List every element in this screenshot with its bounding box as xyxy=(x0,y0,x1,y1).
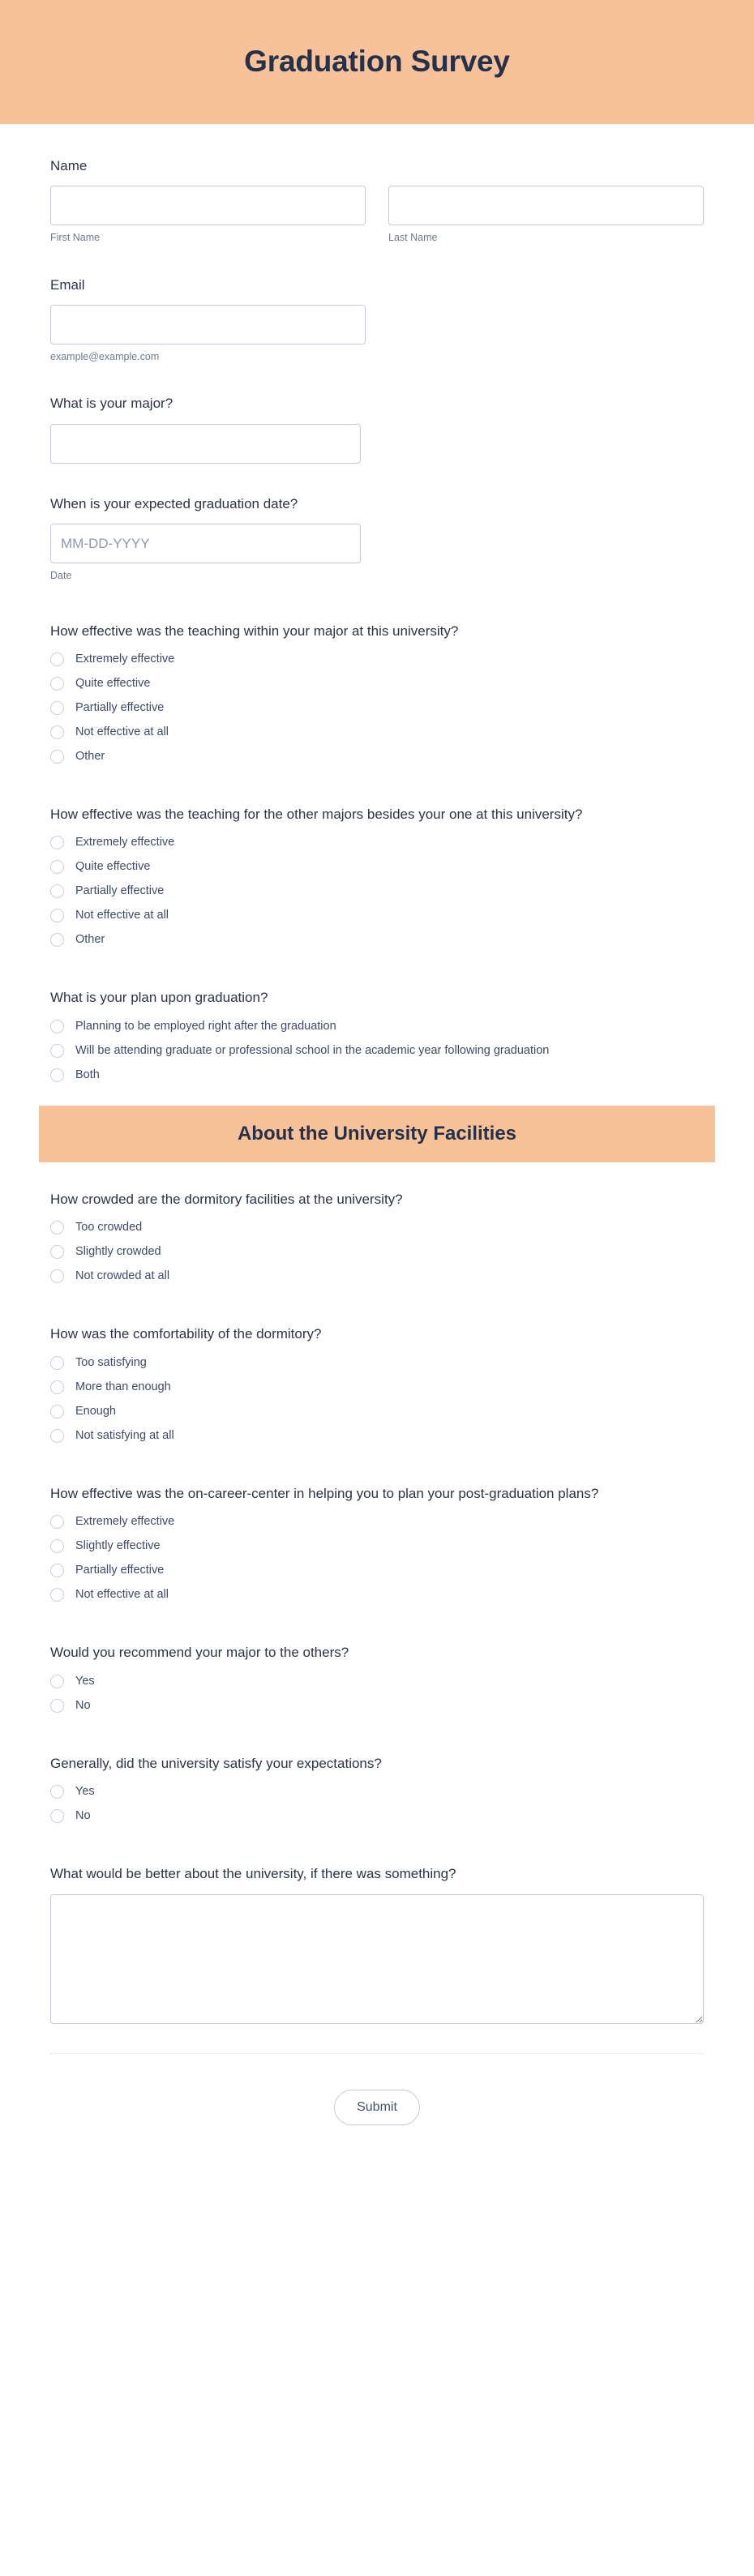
radio-option[interactable] xyxy=(50,748,704,766)
option-label: Other xyxy=(75,750,105,764)
option-label: Too crowded xyxy=(75,1221,143,1235)
radio-option[interactable] xyxy=(50,1243,704,1261)
option-label: No xyxy=(75,1698,91,1712)
dorm-comfort-label: How was the comfortability of the dormitory? xyxy=(50,1326,322,1342)
radio-icon[interactable] xyxy=(50,1356,64,1370)
option-label: Not satisfying at all xyxy=(75,1428,174,1442)
question-email xyxy=(50,276,704,364)
radio-option[interactable] xyxy=(50,1403,704,1421)
radio-icon[interactable] xyxy=(50,1044,64,1058)
radio-option[interactable] xyxy=(50,931,704,949)
option-label: Yes xyxy=(75,1785,95,1799)
section-title: About the University Facilities xyxy=(237,1122,517,1145)
radio-icon[interactable] xyxy=(50,860,64,874)
email-label: Email xyxy=(50,276,85,293)
radio-option[interactable] xyxy=(50,883,704,901)
spacer xyxy=(50,1307,704,1324)
radio-option[interactable] xyxy=(50,1268,704,1286)
radio-icon[interactable] xyxy=(50,1539,64,1553)
dorm-crowded-label: How crowded are the dormitory facilities at the university? xyxy=(50,1191,403,1207)
option-label: Too satisfying xyxy=(75,1355,147,1369)
radio-icon[interactable] xyxy=(50,933,64,947)
option-label: Extremely effective xyxy=(75,836,175,849)
radio-option[interactable] xyxy=(50,1673,704,1691)
radio-option[interactable] xyxy=(50,700,704,717)
graduation-date-label: When is your expected graduation date? xyxy=(50,495,298,511)
question-teaching-other-majors xyxy=(50,805,704,949)
radio-option[interactable] xyxy=(50,1538,704,1555)
radio-icon[interactable] xyxy=(50,1675,64,1688)
recommend-major-label: Would you recommend your major to the others? xyxy=(50,1645,349,1661)
email-sublabel: example@example.com xyxy=(50,351,160,363)
option-label: Partially effective xyxy=(75,1564,165,1577)
question-satisfied-expectations xyxy=(50,1754,704,1825)
dorm-crowded-options xyxy=(50,1219,704,1286)
spacer xyxy=(50,1466,704,1484)
last-name-group xyxy=(388,186,704,244)
spacer xyxy=(50,384,704,394)
major-label: What is your major? xyxy=(50,396,174,412)
name-row xyxy=(50,186,704,244)
option-label: Other xyxy=(75,933,105,947)
option-label: No xyxy=(75,1809,91,1823)
improvement-label: What would be better about the university, if there was something? xyxy=(50,1866,456,1882)
option-label: Slightly crowded xyxy=(75,1245,161,1259)
submit-button[interactable]: Submit xyxy=(334,2090,420,2125)
radio-icon[interactable] xyxy=(50,1269,64,1283)
radio-icon[interactable] xyxy=(50,750,64,764)
teaching-other-majors-label: How effective was the teaching for the other majors besides your one at this university? xyxy=(50,807,583,823)
radio-icon[interactable] xyxy=(50,884,64,898)
radio-icon[interactable] xyxy=(50,1245,64,1259)
radio-option[interactable] xyxy=(50,834,704,852)
plan-upon-graduation-label: What is your plan upon graduation? xyxy=(50,990,268,1006)
radio-icon[interactable] xyxy=(50,725,64,739)
radio-option[interactable] xyxy=(50,651,704,669)
radio-icon[interactable] xyxy=(50,653,64,666)
radio-icon[interactable] xyxy=(50,701,64,715)
radio-option[interactable] xyxy=(50,1808,704,1825)
spacer xyxy=(50,604,704,622)
career-center-options xyxy=(50,1513,704,1604)
radio-icon[interactable] xyxy=(50,1405,64,1419)
last-name-sublabel: Last Name xyxy=(388,232,438,244)
question-career-center xyxy=(50,1484,704,1604)
option-label: Planning to be employed right after the graduation xyxy=(75,1019,336,1033)
radio-option[interactable] xyxy=(50,1586,704,1604)
spacer xyxy=(50,1625,704,1643)
radio-option[interactable] xyxy=(50,1783,704,1801)
question-teaching-own-major xyxy=(50,622,704,766)
radio-option[interactable] xyxy=(50,1427,704,1445)
form-body-facilities xyxy=(0,1190,754,2054)
page-title: Graduation Survey xyxy=(244,45,510,79)
section-header-facilities xyxy=(39,1106,715,1162)
option-label: Not effective at all xyxy=(75,725,169,739)
question-graduation-date xyxy=(50,494,704,583)
recommend-major-options xyxy=(50,1673,704,1715)
email-input[interactable] xyxy=(50,305,366,344)
radio-option[interactable] xyxy=(50,1697,704,1715)
spacer xyxy=(50,266,704,276)
improvement-textarea[interactable] xyxy=(50,1894,704,2024)
radio-icon[interactable] xyxy=(50,1380,64,1394)
major-input[interactable] xyxy=(50,424,361,464)
option-label: Not effective at all xyxy=(75,909,169,922)
option-label: Not crowded at all xyxy=(75,1269,170,1283)
spacer xyxy=(50,1846,704,1864)
radio-option[interactable] xyxy=(50,1219,704,1237)
option-label: Partially effective xyxy=(75,701,165,715)
form-body xyxy=(0,124,754,1085)
radio-option[interactable] xyxy=(50,1379,704,1397)
question-recommend-major xyxy=(50,1643,704,1714)
spacer xyxy=(50,1736,704,1754)
question-dorm-crowded xyxy=(50,1190,704,1286)
radio-option[interactable] xyxy=(50,1067,704,1085)
radio-icon[interactable] xyxy=(50,1699,64,1713)
option-label: Partially effective xyxy=(75,884,165,898)
radio-icon[interactable] xyxy=(50,1515,64,1529)
option-label: Both xyxy=(75,1068,100,1081)
radio-icon[interactable] xyxy=(50,1809,64,1823)
option-label: Extremely effective xyxy=(75,653,175,666)
option-label: Will be attending graduate or professional school in the academic year following graduation xyxy=(75,1043,550,1057)
radio-option[interactable] xyxy=(50,675,704,693)
radio-option[interactable] xyxy=(50,1354,704,1372)
option-label: Quite effective xyxy=(75,860,151,874)
radio-icon[interactable] xyxy=(50,909,64,922)
radio-icon[interactable] xyxy=(50,836,64,849)
form-header-banner xyxy=(0,0,754,124)
first-name-sublabel: First Name xyxy=(50,232,101,244)
question-plan-upon-graduation xyxy=(50,988,704,1084)
submit-area xyxy=(0,2054,754,2172)
question-dorm-comfort xyxy=(50,1324,704,1444)
graduation-date-input[interactable] xyxy=(50,524,361,563)
radio-icon[interactable] xyxy=(50,1785,64,1799)
first-name-input[interactable] xyxy=(50,186,366,225)
option-label: Yes xyxy=(75,1674,95,1688)
spacer xyxy=(50,485,704,494)
teaching-own-major-options xyxy=(50,651,704,766)
radio-option[interactable] xyxy=(50,1042,704,1060)
radio-icon[interactable] xyxy=(50,1068,64,1082)
satisfied-expectations-label: Generally, did the university satisfy your expectations? xyxy=(50,1755,382,1771)
option-label: Quite effective xyxy=(75,677,151,691)
graduation-date-sublabel: Date xyxy=(50,570,72,582)
satisfied-expectations-options xyxy=(50,1783,704,1825)
radio-option[interactable] xyxy=(50,858,704,876)
name-label: Name xyxy=(50,158,88,173)
last-name-input[interactable] xyxy=(388,186,704,225)
spacer xyxy=(50,970,704,988)
option-label: Enough xyxy=(75,1404,116,1418)
radio-icon[interactable] xyxy=(50,1588,64,1602)
radio-option[interactable] xyxy=(50,1018,704,1036)
radio-icon[interactable] xyxy=(50,1221,64,1235)
option-label: More than enough xyxy=(75,1380,171,1393)
spacer xyxy=(50,787,704,805)
teaching-other-majors-options xyxy=(50,834,704,949)
dorm-comfort-options xyxy=(50,1354,704,1445)
radio-icon[interactable] xyxy=(50,677,64,691)
radio-option[interactable] xyxy=(50,907,704,925)
career-center-label: How effective was the on-career-center in helping you to plan your post-graduation plans? xyxy=(50,1485,599,1501)
radio-option[interactable] xyxy=(50,1562,704,1580)
radio-option[interactable] xyxy=(50,724,704,742)
radio-icon[interactable] xyxy=(50,1429,64,1443)
radio-option[interactable] xyxy=(50,1513,704,1531)
teaching-own-major-label: How effective was the teaching within your major at this university? xyxy=(50,623,459,639)
question-name xyxy=(50,156,704,245)
first-name-group xyxy=(50,186,366,244)
option-label: Extremely effective xyxy=(75,1515,175,1529)
question-major xyxy=(50,394,704,463)
option-label: Not effective at all xyxy=(75,1588,169,1602)
option-label: Slightly effective xyxy=(75,1539,161,1553)
radio-icon[interactable] xyxy=(50,1564,64,1577)
question-improvement xyxy=(50,1864,704,2023)
radio-icon[interactable] xyxy=(50,1020,64,1033)
plan-upon-graduation-options xyxy=(50,1018,704,1085)
